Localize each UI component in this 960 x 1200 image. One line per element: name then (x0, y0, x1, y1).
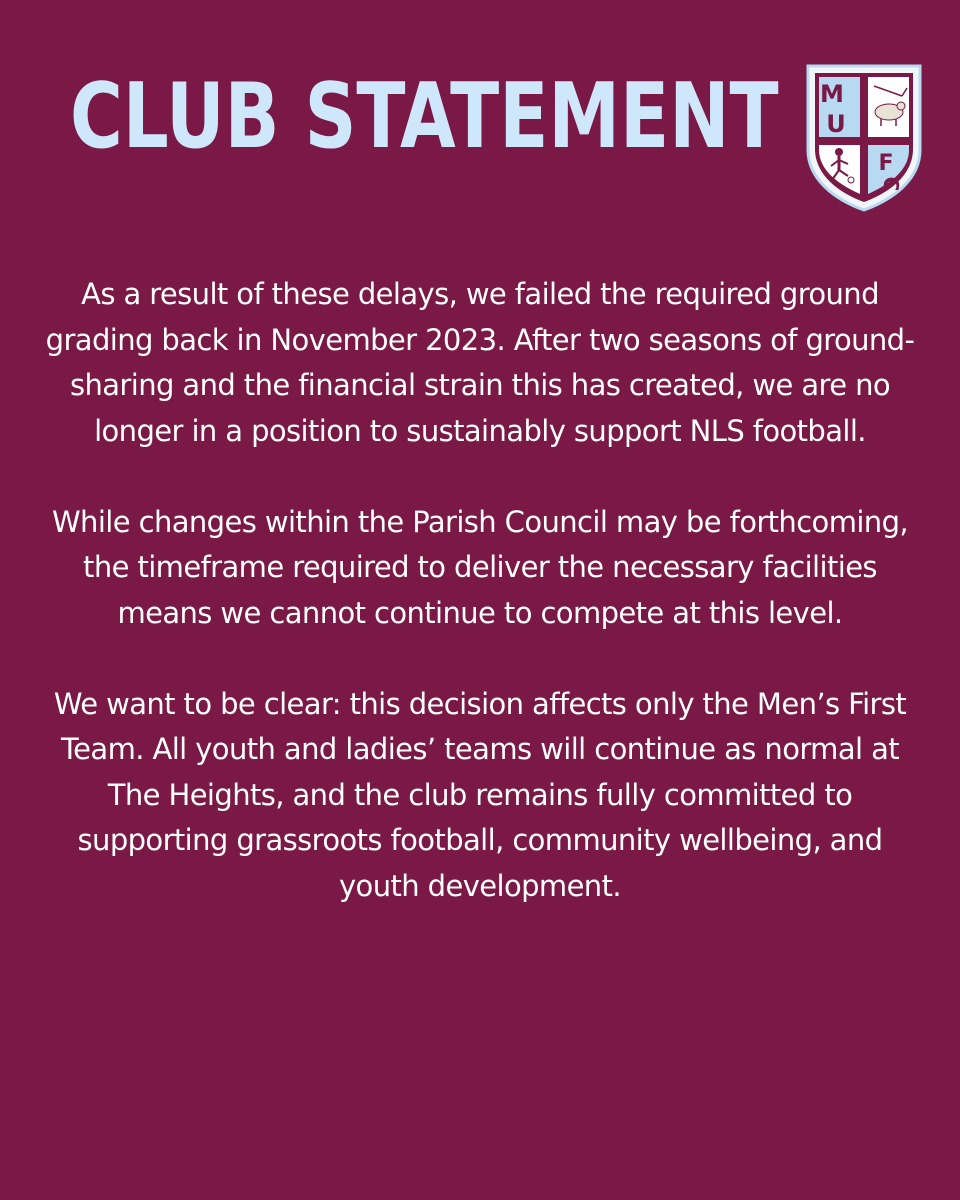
statement-paragraph: We want to be clear: this decision affects only the Men’s First Team. All youth and ladies’ teams will continue as normal at The Heights, and the club remains fully committed to supporting grassroots football, community wellbeing, and youth development. (53, 686, 907, 903)
crest-letter-u: U (826, 110, 846, 138)
statement-paragraph: While changes within the Parish Council may be forthcoming, the timeframe required to deliver the necessary facilities means we cannot continue to compete at this level. (51, 504, 909, 630)
crest-letter-c: C (879, 176, 903, 192)
crest-letter-f: F (878, 151, 894, 176)
crest-letter-m: M (820, 80, 844, 108)
page-title: CLUB STATEMENT (70, 64, 779, 169)
statement-body (40, 272, 920, 909)
statement-paragraph: As a result of these delays, we failed the required ground grading back in November 2023. After two seasons of ground-sharing and the financial strain this has created, we are no longer in a position to sustainably support NLS football. (45, 277, 915, 448)
club-crest-icon (804, 62, 924, 214)
